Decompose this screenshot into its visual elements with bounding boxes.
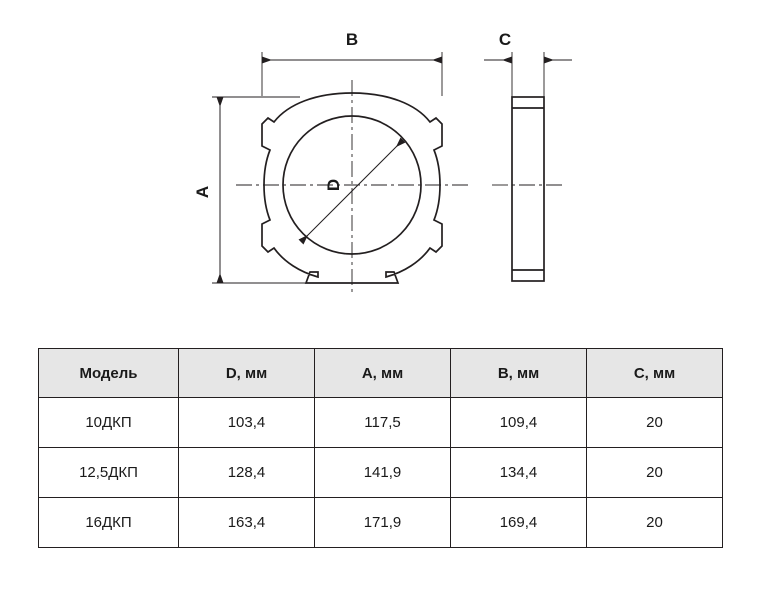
column-header-model: Модель [39,349,179,398]
dimension-label-d: D [324,178,343,192]
dimension-label-b: B [345,30,359,49]
cell-b: 169,4 [451,498,587,548]
table-row [39,498,723,548]
column-header-a: A, мм [315,349,451,398]
cell-a: 171,9 [315,498,451,548]
cell-c: 20 [587,498,723,548]
cell-model: 10ДКП [39,398,179,448]
cell-c: 20 [587,448,723,498]
cell-a: 117,5 [315,398,451,448]
dimension-label-a: A [193,185,212,199]
cell-d: 128,4 [179,448,315,498]
column-header-c: C, мм [587,349,723,398]
specification-table-container [38,348,722,548]
cell-a: 141,9 [315,448,451,498]
cell-model: 16ДКП [39,498,179,548]
center-lines [236,80,470,296]
dimension-label-c: C [498,30,512,49]
dimension-c [484,52,572,100]
cell-d: 163,4 [179,498,315,548]
column-header-d: D, мм [179,349,315,398]
specification-table [38,348,723,548]
cell-model: 12,5ДКП [39,448,179,498]
column-header-b: B, мм [451,349,587,398]
cell-b: 109,4 [451,398,587,448]
table-header-row [39,349,723,398]
cell-c: 20 [587,398,723,448]
side-view-outline [512,97,544,281]
cell-d: 103,4 [179,398,315,448]
table-row [39,448,723,498]
cell-b: 134,4 [451,448,587,498]
table-row [39,398,723,448]
